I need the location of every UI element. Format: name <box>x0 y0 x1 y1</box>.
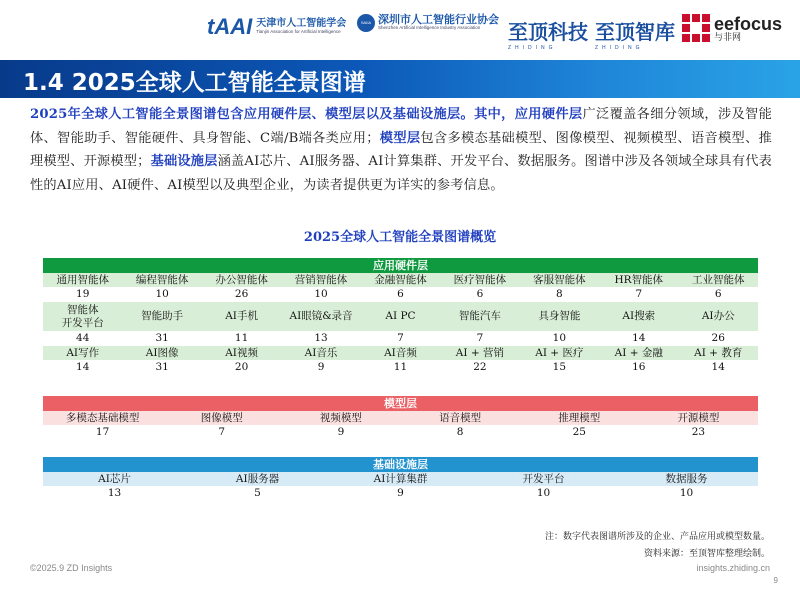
eefocus-grid-icon <box>682 14 710 42</box>
saiia-logo-en: Shenzhen Artificial Intelligence Industry Association <box>378 25 481 31</box>
intro-highlight-2: 模型层 <box>379 130 421 146</box>
table-cell: 15 <box>552 361 567 373</box>
table-cell: 20 <box>234 361 249 373</box>
infrastructure-values-row <box>43 486 758 501</box>
intro-text-1: 广泛覆盖各细分领域，涉及智能体、智能助手、智能硬件、具身智能、C端/B端各类应用； <box>30 107 772 146</box>
zhiding-tech-logo-sub: ZHIDING <box>508 45 557 51</box>
table-cell: 31 <box>155 332 169 344</box>
saiia-logo-name: 深圳市人工智能行业协会 <box>378 13 499 26</box>
tjaai-logo-en: Tianjin Association for Artificial Intelligence <box>256 28 341 34</box>
table-cell <box>43 302 122 331</box>
hardware-row3-labels <box>43 346 758 360</box>
table-cell: AI手机 <box>225 310 258 322</box>
table-cell: 11 <box>393 361 408 373</box>
table-cell: 16 <box>632 361 646 373</box>
page-title: 1.4 2025全球人工智能全景图谱 <box>23 70 366 96</box>
tjaai-logo <box>207 14 346 40</box>
zhiding-tech-logo-text: 至顶科技 <box>508 22 588 44</box>
table-cell: 客服智能体 <box>533 274 586 286</box>
table-cell: 8 <box>456 426 464 438</box>
table-cell: 10 <box>679 487 694 499</box>
table-cell: 语音模型 <box>439 412 482 424</box>
section-banner <box>0 60 800 98</box>
table-cell: 7 <box>218 426 226 438</box>
zhiding-insights-logo <box>595 16 675 51</box>
table-cell: 8 <box>556 288 563 300</box>
table-cell: 6 <box>714 288 722 300</box>
table-cell: AI搜索 <box>622 310 656 322</box>
table-cell: 7 <box>397 332 404 344</box>
table-cell: AI + 教育 <box>694 347 743 359</box>
table-cell: AI芯片 <box>98 473 131 485</box>
table-cell: AI音乐 <box>304 347 338 359</box>
table-cell: 通用智能体 <box>56 274 109 286</box>
zhiding-insights-logo-text: 至顶智库 <box>595 22 675 44</box>
table-cell: 26 <box>711 332 725 344</box>
table-cell: 25 <box>572 426 586 438</box>
hardware-row3-values <box>43 360 758 375</box>
infrastructure-labels-row <box>43 472 758 486</box>
table-cell: AI视频 <box>225 347 258 359</box>
table-cell: AI PC <box>385 310 416 322</box>
table-cell: AI + 医疗 <box>535 347 584 359</box>
hardware-layer-table <box>43 258 758 375</box>
table-cell: 推理模型 <box>558 412 601 424</box>
table-cell: 11 <box>234 332 249 344</box>
table-cell: 多模态基础模型 <box>65 412 140 424</box>
hardware-row2-labels <box>43 302 758 331</box>
saiia-logo-mark: SAIIA <box>357 14 375 32</box>
hardware-row2-values <box>43 331 758 346</box>
table-cell: 智能助手 <box>141 310 184 322</box>
source-note: 资料来源：至顶智库整理绘制。 <box>643 549 770 559</box>
table-cell: 营销智能体 <box>294 274 348 286</box>
table-cell: AI + 金融 <box>614 347 663 359</box>
table-cell: 9 <box>337 426 345 438</box>
hardware-layer-header: 应用硬件层 <box>43 258 758 273</box>
table-cell-line: 开发平台 <box>61 316 104 329</box>
model-labels-row <box>43 411 758 425</box>
hardware-row1-values <box>43 287 758 302</box>
model-layer-table <box>43 396 758 440</box>
table-cell: AI + 营销 <box>455 347 505 359</box>
tjaai-logo-name: 天津市人工智能学会 <box>256 18 347 30</box>
footer-url: insights.zhiding.cn <box>696 563 770 573</box>
intro-paragraph <box>30 103 772 197</box>
table-cell: 6 <box>397 288 404 300</box>
tjaai-logo-mark: tAAI <box>207 14 253 39</box>
page-number: 9 <box>773 576 778 585</box>
eefocus-logo <box>682 14 782 42</box>
table-cell: 9 <box>397 487 404 499</box>
table-cell: 23 <box>691 426 706 438</box>
intro-highlight-1: 2025年全球人工智能全景图谱包含应用硬件层、模型层以及基础设施层。其中，应用硬件层 <box>30 107 583 122</box>
infrastructure-layer-table <box>43 457 758 501</box>
table-cell: AI计算集群 <box>373 473 428 485</box>
eefocus-logo-text: eefocus <box>714 13 783 34</box>
table-cell: 医疗智能体 <box>453 274 507 286</box>
table-cell: 开源模型 <box>677 412 720 424</box>
table-cell: AI服务器 <box>235 473 280 485</box>
table-cell: 具身智能 <box>538 310 581 322</box>
table-cell: 19 <box>76 288 90 300</box>
table-cell: 14 <box>76 361 90 373</box>
zhiding-insights-logo-sub: ZHIDING <box>595 45 644 51</box>
table-cell: 数据服务 <box>665 473 708 485</box>
table-cell: 10 <box>552 332 567 344</box>
table-cell: AI眼镜&录音 <box>289 310 353 322</box>
table-cell: 开发平台 <box>522 473 565 485</box>
table-cell: 26 <box>234 288 249 300</box>
table-cell: 金融智能体 <box>374 274 427 286</box>
table-cell: AI图像 <box>145 347 179 359</box>
intro-text-2: 包含多模态基础模型、图像模型、视频模型、语音模型、推理模型、开源模型； <box>30 130 772 169</box>
table-cell: 智能汽车 <box>458 310 501 322</box>
intro-text-3: 涵盖AI芯片、AI服务器、AI计算集群、开发平台、数据服务。图谱中涉及各领域全球具有代表性的AI应用、AI硬件、AI模型以及典型企业，为读者提供更为详实的参考信息。 <box>30 154 773 193</box>
table-cell: 13 <box>107 487 122 499</box>
table-cell: 办公智能体 <box>215 274 268 286</box>
table-cell: 13 <box>314 332 328 344</box>
table-cell: AI写作 <box>66 347 100 359</box>
table-cell: 22 <box>473 361 487 373</box>
table-cell: 31 <box>155 361 169 373</box>
table-cell-line: 智能体 <box>66 303 99 316</box>
table-cell: 5 <box>254 487 261 499</box>
eefocus-logo-sub: 与非网 <box>714 31 742 42</box>
table-cell: AI办公 <box>701 310 735 322</box>
table-cell: 6 <box>476 288 484 300</box>
table-cell: 10 <box>155 288 169 300</box>
table-cell: 7 <box>635 288 643 300</box>
table-cell: 14 <box>632 332 646 344</box>
table-cell: 图像模型 <box>200 412 243 424</box>
intro-highlight-3: 基础设施层 <box>150 154 218 169</box>
infrastructure-layer-header: 基础设施层 <box>43 457 758 472</box>
footnote: 注：数字代表图谱所涉及的企业、产品应用或模型数量。 <box>544 532 770 542</box>
table-cell: 视频模型 <box>319 412 362 424</box>
table-cell: 44 <box>76 332 90 344</box>
model-layer-header: 模型层 <box>43 396 758 411</box>
hardware-row1-labels <box>43 273 758 287</box>
table-cell: HR智能体 <box>614 274 664 286</box>
table-cell: 编程智能体 <box>135 274 189 286</box>
zhiding-tech-logo <box>508 16 588 51</box>
footer-copyright: ©2025.9 ZD Insights <box>30 563 113 573</box>
table-cell: 9 <box>317 361 325 373</box>
table-cell: 10 <box>536 487 551 499</box>
table-cell: 7 <box>476 332 484 344</box>
table-cell: 工业智能体 <box>691 274 745 286</box>
table-cell: 17 <box>95 426 110 438</box>
logo-bar <box>0 0 800 56</box>
table-cell: AI音频 <box>384 347 417 359</box>
table-cell: 14 <box>711 361 725 373</box>
table-cell: 10 <box>314 288 328 300</box>
model-values-row <box>43 425 758 440</box>
saiia-logo <box>357 14 499 32</box>
table-title: 2025全球人工智能全景图谱概览 <box>303 230 497 245</box>
